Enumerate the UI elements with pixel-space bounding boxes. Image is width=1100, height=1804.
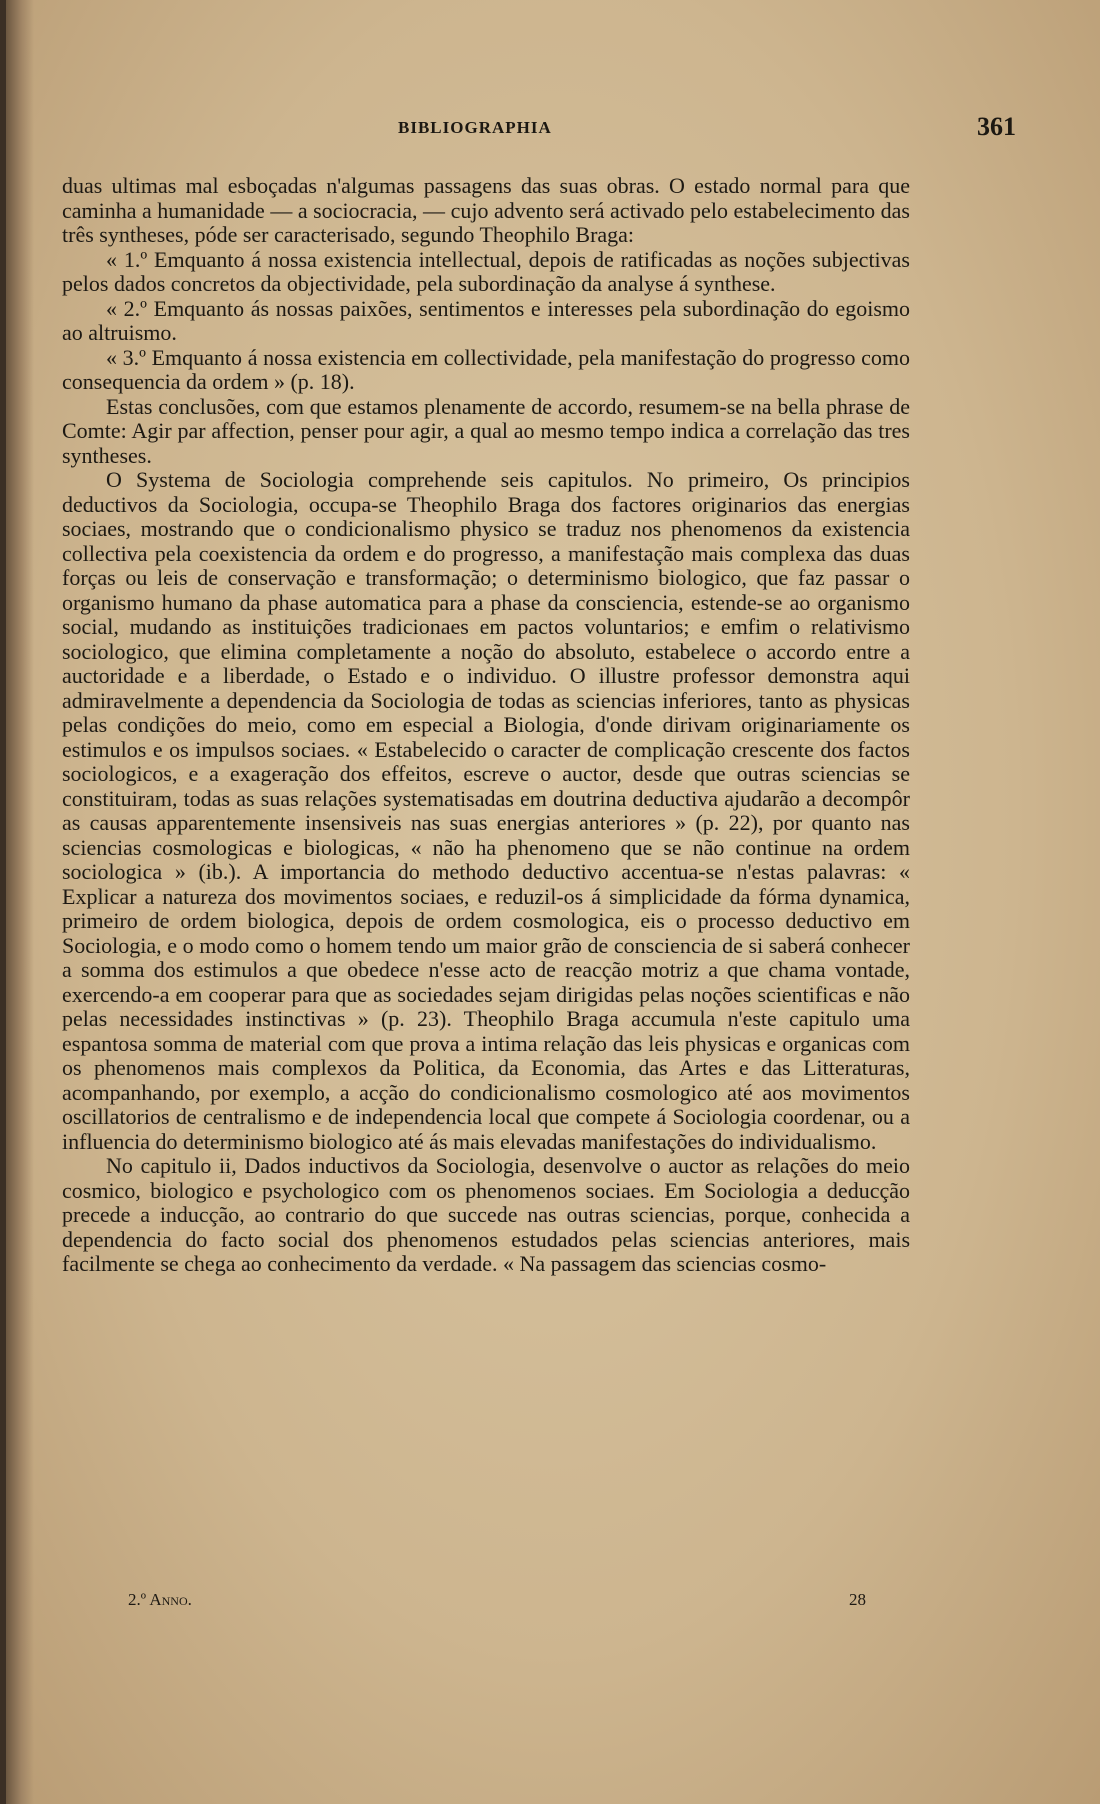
- paragraph-quote: « 2.º Emquanto ás nossas paixões, sentimentos e interesses pela subordinação do egoismo ao altruismo.: [62, 295, 910, 345]
- book-page: [6, 0, 1100, 1804]
- page-spine-shadow: [6, 0, 34, 1804]
- page-number: 361: [977, 112, 1016, 141]
- paragraph: No capitulo ii, Dados inductivos da Sociologia, desenvolve o auctor as relações do meio cosmico, biologico e psychologico com os phenomenos sociaes. Em Sociologia a deducção precede a inducção, ao contrario do que succede nas outras sciencias, porque, conhecida a dependencia do facto social dos phenomenos estudados pelas sciencias anteriores, mais facilmente se chega ao conhecimento da verdade. « Na passagem das sciencias cosmo-: [62, 1153, 910, 1276]
- paragraph: duas ultimas mal esboçadas n'algumas passagens das suas obras. O estado normal para que caminha a humanidade — a sociocracia, — cujo advento será activado pelo estabelecimento das três syntheses, póde ser caracterisado, segundo Theophilo Braga:: [62, 173, 910, 247]
- paragraph: O Systema de Sociologia comprehende seis capitulos. No primeiro, Os principios deductivos da Sociologia, occupa-se Theophilo Braga dos factores originarios das energias sociaes, mostrando que o condicionalismo physico se traduz nos phenomenos da existencia collectiva pela coexistencia da ordem e do progresso, a manifestação mais complexa das duas forças ou leis de conservação e transformação; o determinismo biologico, que faz passar o organismo humano da phase automatica para a phase da consciencia, estende-se ao organismo social, mudando as instituições tradicionaes em pactos voluntarios; e emfim o relativismo sociologico, que elimina completamente a noção do absoluto, estabelece o accordo entre a auctoridade e a liberdade, o Estado e o individuo. O illustre professor demonstra aqui admiravelmente a dependencia da Sociologia de todas as sciencias inferiores, tanto as physicas pelas condições do meio, como em especial a Biologia, d'onde dirivam originariamente os estimulos e os impulsos sociaes. « Estabelecido o caracter de complicação crescente dos factos sociologicos, e a exageração dos effeitos, escreve o auctor, desde que outras sciencias se constituiram, todas as suas relações systematisadas em doutrina deductiva ajudarão a decompôr as causas apparentemente insensiveis nas suas energias anteriores » (p. 22), por quanto nas sciencias cosmologicas e biologicas, « não ha phenomeno que se não continue na ordem sociologica » (ib.). A importancia do methodo deductivo accentua-se n'estas palavras: « Explicar a natureza dos movimentos sociaes, e reduzil-os á simplicidade da fórma dynamica, primeiro de ordem biologica, depois de ordem cosmologica, eis o processo deductivo em Sociologia, e o modo como o homem tendo um maior grão de consciencia de si saberá conhecer a somma dos estimulos a que obedece n'esse acto de reacção motriz a que chama vontade, exercendo-a em cooperar para que as sociedades sejam dirigidas pelas noções scientificas e não pelas necessidades instinctivas » (p. 23). Theophilo Braga accumula n'este capitulo uma espantosa somma de material com que prova a intima relação das leis physicas e organicas com os phenomenos mais complexos da Politica, da Economia, das Artes e das Litteraturas, acompanhando, por exemplo, a acção do condicionalismo cosmologico até aos movimentos oscillatorios de centralismo e de independencia local que compete á Sociologia coordenar, ou a influencia do determinismo biologico até ás mais elevadas manifestações do individualismo.: [62, 467, 910, 1154]
- page-header: [66, 112, 1066, 146]
- running-title: BIBLIOGRAPHIA: [398, 118, 552, 137]
- sheet-number: 28: [849, 1590, 866, 1609]
- body-text: [62, 174, 910, 1277]
- page-footer: [66, 1590, 866, 1620]
- paragraph: Estas conclusões, com que estamos plenamente de accordo, resumem-se na bella phrase de Comte: Agir par affection, penser pour agir, a qual ao mesmo tempo indica a correlação das tres syntheses.: [62, 393, 910, 468]
- paragraph-quote: « 3.º Emquanto á nossa existencia em collectividade, pela manifestação do progresso como consequencia da ordem » (p. 18).: [62, 344, 910, 394]
- volume-signature: 2.º Anno.: [128, 1590, 192, 1609]
- paragraph-quote: « 1.º Emquanto á nossa existencia intellectual, depois de ratificadas as noções subjectivas pelos dados concretos da objectividade, pela subordinação da analyse á synthese.: [62, 246, 910, 296]
